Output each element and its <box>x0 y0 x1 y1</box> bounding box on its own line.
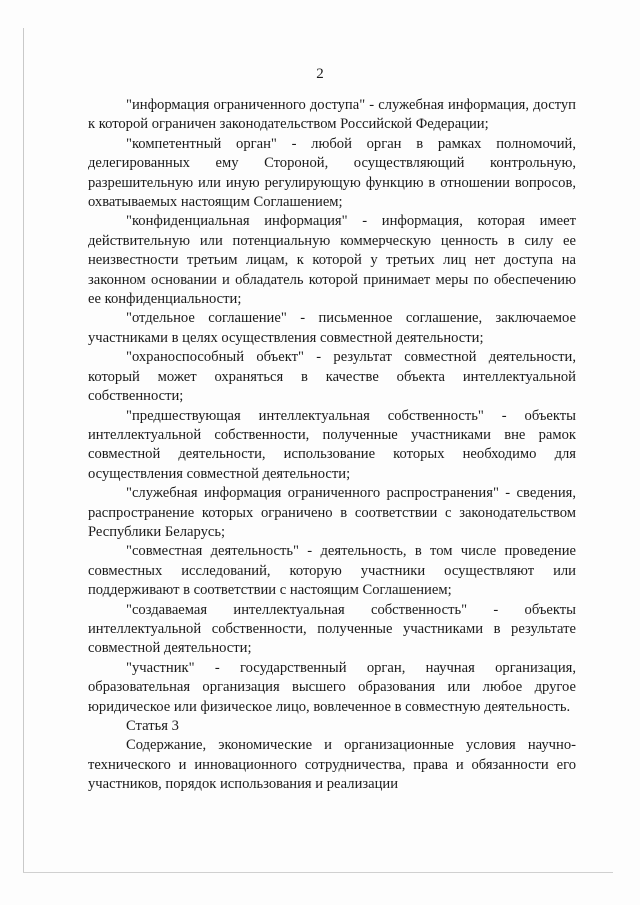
definition-paragraph: "совместная деятельность" - деятельность, в том числе проведение совместных исследований, которую участники осуществляют или поддерживают в соответствии с настоящим Соглашением; <box>88 543 576 599</box>
article-heading: Статья 3 <box>126 718 179 734</box>
definition-paragraph: "информация ограниченного доступа" - служебная информация, доступ к которой ограничен законодательством Российской Федерации; <box>88 97 576 133</box>
definition-paragraph: "предшествующая интеллектуальная собственность" - объекты интеллектуальной собственности, полученные участниками вне рамок совместной деятельности, использование которых необходимо для осуществления совместной деятельности; <box>88 407 576 482</box>
article-paragraph: Содержание, экономические и организационные условия научно-технического и инновационного сотрудничества, права и обязанности его участников, порядок использования и реализации <box>88 737 576 793</box>
definition-paragraph: "компетентный орган" - любой орган в рамках полномочий, делегированных ему Стороной, осуществляющий контрольную, разрешительную или иную регулирующую функцию в отношении вопросов, охватываемых настоящим Соглашением; <box>88 135 576 211</box>
page-number: 2 <box>316 66 324 82</box>
definition-paragraph: "охраноспособный объект" - результат совместной деятельности, который может охраняться в качестве объекта интеллектуальной собственности; <box>88 349 576 405</box>
definition-paragraph: "отдельное соглашение" - письменное соглашение, заключаемое участниками в целях осуществления совместной деятельности; <box>88 310 576 346</box>
definition-paragraph: "участник" - государственный орган, научная организация, образовательная организация высшего образования или любое другое юридическое или физическое лицо, вовлеченное в совместную деятельность. <box>88 659 576 715</box>
page-scan-edge-bottom <box>23 872 613 873</box>
definition-paragraph: "конфиденциальная информация" - информация, которая имеет действительную или потенциальную коммерческую ценность в силу ее неизвестности третьим лицам, к которой у третьих лиц нет доступа на законном основании и обладатель которой принимает меры по обеспечению ее конфиденциальности; <box>88 213 576 308</box>
page-scan-edge-left <box>23 28 24 873</box>
definition-paragraph: "служебная информация ограниченного распространения" - сведения, распространение которых ограничено в соответствии с законодательством Республики Беларусь; <box>88 485 576 540</box>
definition-paragraph: "создаваемая интеллектуальная собственность" - объекты интеллектуальной собственности, полученные участниками в результате совместной деятельности; <box>88 601 576 657</box>
document-body <box>88 96 576 795</box>
